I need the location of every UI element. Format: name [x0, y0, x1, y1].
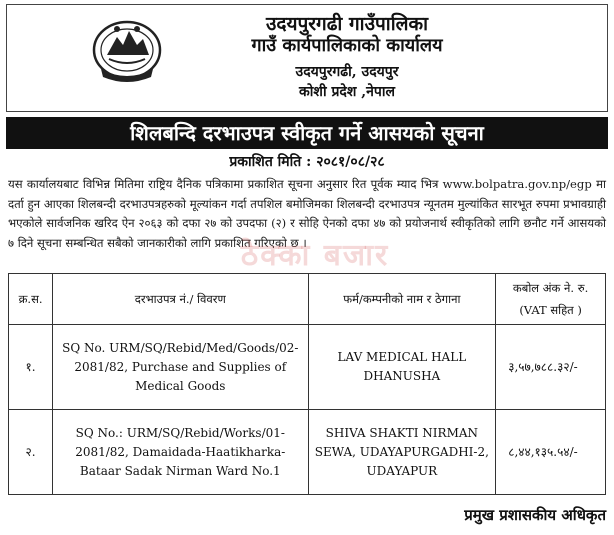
header-firm: फर्म/कम्पनीको नाम र ठेगाना	[308, 274, 496, 325]
row-amount: ३,५७,७८८.३२/-	[496, 325, 606, 410]
government-emblem-icon	[87, 17, 167, 87]
letterhead	[6, 4, 608, 112]
row-firm: SHIVA SHAKTI NIRMAN SEWA, UDAYAPURGADHI-2, UDAYAPUR	[308, 410, 496, 495]
watermark-text: ठेक्का बजार	[240, 238, 390, 273]
header-amount-line1: कबोल अंक ने. रु.	[512, 281, 589, 295]
office-title-block	[157, 13, 537, 102]
published-date: प्रकाशित मिति : २०८१/०८/२८	[229, 154, 385, 170]
bid-results-table	[8, 273, 606, 495]
table-row	[9, 325, 606, 410]
header-sn: क्र.स.	[9, 274, 53, 325]
row-description: SQ No. URM/SQ/Rebid/Med/Goods/02-2081/82, Purchase and Supplies of Medical Goods	[53, 325, 308, 410]
header-description: दरभाउपत्र नं./ विवरण	[53, 274, 308, 325]
row-amount: ८,४४,१३५.५४/-	[496, 410, 606, 495]
row-firm: LAV MEDICAL HALL DHANUSHA	[308, 325, 496, 410]
row-description: SQ No.: URM/SQ/Rebid/Works/01-2081/82, Damaidada-Haatikharka-Bataar Sadak Nirman Ward No.1	[53, 410, 308, 495]
header-amount-line2: (VAT सहित )	[519, 303, 582, 317]
office-name: गाउँ कार्यपालिकाको कार्यालय	[251, 35, 443, 56]
row-sn: १.	[9, 325, 53, 410]
notice-title-banner: शिलबन्दि दरभाउपत्र स्वीकृत गर्ने आसयको सूचना	[6, 117, 608, 149]
signatory-title: प्रमुख प्रशासकीय अधिकृत	[464, 506, 606, 524]
table-header-row	[9, 274, 606, 325]
office-address: उदयपुरगढी, उदयपुर	[295, 64, 399, 80]
table-row	[9, 410, 606, 495]
province-country: कोशी प्रदेश ,नेपाल	[299, 84, 395, 100]
row-sn: २.	[9, 410, 53, 495]
notice-body-paragraph: यस कार्यालयबाट विभिन्न मितिमा राष्ट्रिय दैनिक पत्रिकामा प्रकाशित सूचना अनुसार रित पूर्वक म्याद भित्र www.bolpatra.gov.np/egp मा दर्ता हुन आएका शिलबन्दी दरभाउपत्रहरुको मूल्यांकन गर्दा तपशिल बमोजिमका शिलबन्दी दरभाउपत्र न्यूनतम मुल्यांकित सारभूत रुपमा प्रभावग्राही भएकोले सार्वजनिक खरिद ऐन २०६३ को दफा २७ को उपदफा (२) र सोहि ऐनको दफा ४७ को प्रयोजनार्थ स्वीकृतिको लागि छनौट गर्ने आसयको ७ दिने सूचना सम्बन्धित सबैको जानकारीको लागि प्रकाशित गरिएको छ ।	[8, 177, 606, 250]
header-amount	[496, 274, 606, 325]
municipality-name: उदयपुरगढी गाउँपालिका	[265, 13, 429, 35]
